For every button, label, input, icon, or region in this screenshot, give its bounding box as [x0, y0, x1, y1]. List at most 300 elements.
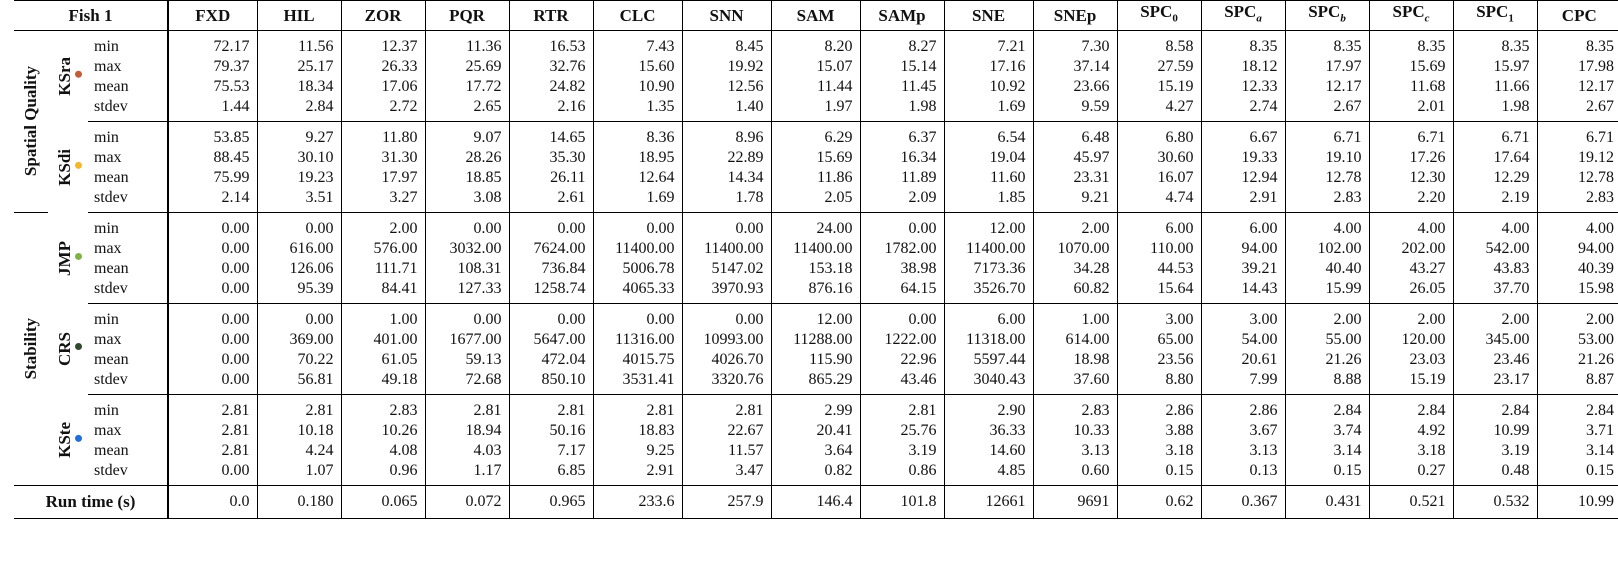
value-cell: 26.33 [341, 57, 425, 77]
value-cell: 49.18 [341, 370, 425, 395]
value-cell: 0.00 [168, 213, 257, 240]
table-row [14, 213, 1618, 240]
value-cell: 1.69 [944, 97, 1033, 122]
runtime-value-cell: 0.532 [1453, 486, 1537, 519]
value-cell: 614.00 [1033, 330, 1117, 350]
value-cell: 95.39 [257, 279, 341, 304]
metric-label-cell [48, 304, 88, 395]
value-cell: 1.00 [341, 304, 425, 331]
value-cell: 0.00 [257, 213, 341, 240]
value-cell: 2.84 [1369, 395, 1453, 422]
runtime-value-cell: 12661 [944, 486, 1033, 519]
value-cell: 26.11 [509, 168, 593, 188]
value-cell: 0.00 [682, 304, 771, 331]
value-cell: 3.13 [1033, 441, 1117, 461]
metric-name: JMP [54, 240, 74, 276]
value-cell: 12.37 [341, 31, 425, 58]
column-header [425, 1, 509, 31]
value-cell: 56.81 [257, 370, 341, 395]
column-header-base: SPC [1140, 2, 1173, 22]
value-cell: 2.00 [1369, 304, 1453, 331]
value-cell: 2.19 [1453, 188, 1537, 213]
value-cell: 369.00 [257, 330, 341, 350]
value-cell: 0.15 [1285, 461, 1369, 486]
value-cell: 37.60 [1033, 370, 1117, 395]
metric-label-cell [48, 122, 88, 213]
value-cell: 2.72 [341, 97, 425, 122]
value-cell: 1.98 [1453, 97, 1537, 122]
value-cell: 3.13 [1201, 441, 1285, 461]
stat-label: max [94, 149, 122, 166]
value-cell: 15.14 [860, 57, 944, 77]
value-cell: 12.94 [1201, 168, 1285, 188]
column-header [771, 1, 860, 31]
value-cell: 6.71 [1453, 122, 1537, 149]
runtime-value-cell: 0.072 [425, 486, 509, 519]
value-cell: 2.00 [1033, 213, 1117, 240]
value-cell: 18.83 [593, 421, 682, 441]
value-cell: 8.96 [682, 122, 771, 149]
value-cell: 36.33 [944, 421, 1033, 441]
table-row [14, 31, 1618, 58]
table-row [14, 370, 1618, 395]
value-cell: 22.96 [860, 350, 944, 370]
value-cell: 876.16 [771, 279, 860, 304]
value-cell: 0.00 [168, 304, 257, 331]
value-cell: 3.18 [1117, 441, 1201, 461]
value-cell: 2.09 [860, 188, 944, 213]
value-cell: 11.45 [860, 77, 944, 97]
value-cell: 20.41 [771, 421, 860, 441]
value-cell: 11.66 [1453, 77, 1537, 97]
column-header [341, 1, 425, 31]
value-cell: 9.21 [1033, 188, 1117, 213]
table-row [14, 330, 1618, 350]
value-cell: 0.15 [1537, 461, 1618, 486]
value-cell: 2.00 [1285, 304, 1369, 331]
value-cell: 53.85 [168, 122, 257, 149]
value-cell: 3526.70 [944, 279, 1033, 304]
runtime-value-cell: 0.965 [509, 486, 593, 519]
value-cell: 3040.43 [944, 370, 1033, 395]
value-cell: 21.26 [1285, 350, 1369, 370]
column-header-subscript: c [1424, 12, 1430, 25]
value-cell: 576.00 [341, 239, 425, 259]
value-cell: 3.14 [1537, 441, 1618, 461]
value-cell: 8.20 [771, 31, 860, 58]
value-cell: 0.00 [593, 213, 682, 240]
value-cell: 8.35 [1285, 31, 1369, 58]
value-cell: 2.91 [1201, 188, 1285, 213]
runtime-value-cell: 0.62 [1117, 486, 1201, 519]
value-cell: 3.08 [425, 188, 509, 213]
value-cell: 88.45 [168, 148, 257, 168]
value-cell: 8.87 [1537, 370, 1618, 395]
value-cell: 3.18 [1369, 441, 1453, 461]
value-cell: 12.00 [771, 304, 860, 331]
results-table-container [14, 0, 1615, 574]
column-header-subscript: 1 [1508, 12, 1514, 25]
value-cell: 9.07 [425, 122, 509, 149]
runtime-value-cell: 0.367 [1201, 486, 1285, 519]
column-header-base: SPC [1392, 2, 1425, 22]
value-cell: 9.27 [257, 122, 341, 149]
value-cell: 0.82 [771, 461, 860, 486]
value-cell: 2.84 [1537, 395, 1618, 422]
value-cell: 19.12 [1537, 148, 1618, 168]
value-cell: 23.66 [1033, 77, 1117, 97]
value-cell: 7.99 [1201, 370, 1285, 395]
value-cell: 15.99 [1285, 279, 1369, 304]
value-cell: 12.30 [1369, 168, 1453, 188]
column-header-base: SAM [796, 5, 835, 25]
column-header-subscript: 0 [1172, 12, 1178, 25]
stat-label: max [94, 240, 122, 257]
value-cell: 3.00 [1117, 304, 1201, 331]
column-header-base: SNE [971, 5, 1006, 25]
value-cell: 10993.00 [682, 330, 771, 350]
value-cell: 11318.00 [944, 330, 1033, 350]
metric-label [55, 57, 82, 96]
value-cell: 17.16 [944, 57, 1033, 77]
value-cell: 22.67 [682, 421, 771, 441]
column-header-base: CLC [619, 5, 656, 25]
table-row [14, 97, 1618, 122]
value-cell: 2.67 [1285, 97, 1369, 122]
value-cell: 65.00 [1117, 330, 1201, 350]
stat-label: mean [94, 169, 129, 186]
value-cell: 1.00 [1033, 304, 1117, 331]
value-cell: 8.35 [1369, 31, 1453, 58]
value-cell: 11.44 [771, 77, 860, 97]
value-cell: 2.00 [1537, 304, 1618, 331]
value-cell: 55.00 [1285, 330, 1369, 350]
value-cell: 0.27 [1369, 461, 1453, 486]
value-cell: 153.18 [771, 259, 860, 279]
value-cell: 12.33 [1201, 77, 1285, 97]
value-cell: 2.84 [1285, 395, 1369, 422]
value-cell: 2.84 [1453, 395, 1537, 422]
value-cell: 2.83 [1285, 188, 1369, 213]
value-cell: 19.33 [1201, 148, 1285, 168]
value-cell: 45.97 [1033, 148, 1117, 168]
stat-label: max [94, 331, 122, 348]
group-label: Stability [21, 318, 40, 380]
value-cell: 2.99 [771, 395, 860, 422]
runtime-label: Run time (s) [14, 486, 168, 519]
value-cell: 1070.00 [1033, 239, 1117, 259]
value-cell: 94.00 [1537, 239, 1618, 259]
value-cell: 1677.00 [425, 330, 509, 350]
value-cell: 2.00 [1453, 304, 1537, 331]
metric-color-dot-icon [75, 162, 82, 169]
value-cell: 43.83 [1453, 259, 1537, 279]
value-cell: 2.81 [257, 395, 341, 422]
value-cell: 35.30 [509, 148, 593, 168]
value-cell: 3.00 [1201, 304, 1285, 331]
value-cell: 0.48 [1453, 461, 1537, 486]
value-cell: 8.45 [682, 31, 771, 58]
value-cell: 2.83 [1537, 188, 1618, 213]
header-row [14, 1, 1618, 31]
value-cell: 2.91 [593, 461, 682, 486]
value-cell: 0.00 [168, 330, 257, 350]
metric-label [55, 241, 82, 276]
value-cell: 6.00 [1201, 213, 1285, 240]
value-cell: 865.29 [771, 370, 860, 395]
value-cell: 2.20 [1369, 188, 1453, 213]
column-header [860, 1, 944, 31]
value-cell: 6.00 [944, 304, 1033, 331]
value-cell: 15.60 [593, 57, 682, 77]
value-cell: 43.46 [860, 370, 944, 395]
value-cell: 19.04 [944, 148, 1033, 168]
value-cell: 127.33 [425, 279, 509, 304]
value-cell: 3320.76 [682, 370, 771, 395]
column-header [1201, 1, 1285, 31]
value-cell: 6.71 [1285, 122, 1369, 149]
value-cell: 102.00 [1285, 239, 1369, 259]
value-cell: 2.81 [682, 395, 771, 422]
table-row [14, 421, 1618, 441]
value-cell: 2.90 [944, 395, 1033, 422]
column-header [1117, 1, 1201, 31]
column-header [1369, 1, 1453, 31]
column-header [509, 1, 593, 31]
value-cell: 6.85 [509, 461, 593, 486]
value-cell: 18.95 [593, 148, 682, 168]
runtime-value-cell: 257.9 [682, 486, 771, 519]
value-cell: 345.00 [1453, 330, 1537, 350]
value-cell: 2.84 [257, 97, 341, 122]
value-cell: 2.83 [1033, 395, 1117, 422]
value-cell: 1.35 [593, 97, 682, 122]
value-cell: 1222.00 [860, 330, 944, 350]
value-cell: 19.92 [682, 57, 771, 77]
value-cell: 1.97 [771, 97, 860, 122]
value-cell: 40.39 [1537, 259, 1618, 279]
stat-label: stdev [88, 370, 168, 395]
value-cell: 37.70 [1453, 279, 1537, 304]
value-cell: 1.17 [425, 461, 509, 486]
value-cell: 11.86 [771, 168, 860, 188]
metric-label-cell [48, 213, 88, 304]
column-header-base: ZOR [364, 5, 402, 25]
value-cell: 11.80 [341, 122, 425, 149]
runtime-value-cell: 233.6 [593, 486, 682, 519]
metric-name: KSdi [54, 148, 74, 186]
value-cell: 6.00 [1117, 213, 1201, 240]
value-cell: 3.14 [1285, 441, 1369, 461]
column-header [1453, 1, 1537, 31]
value-cell: 1.40 [682, 97, 771, 122]
value-cell: 20.61 [1201, 350, 1285, 370]
value-cell: 1.07 [257, 461, 341, 486]
column-header-base: SNEp [1053, 5, 1097, 25]
value-cell: 4.03 [425, 441, 509, 461]
value-cell: 0.00 [257, 304, 341, 331]
column-header-base: SPC [1224, 2, 1257, 22]
column-header [1285, 1, 1369, 31]
value-cell: 4.00 [1285, 213, 1369, 240]
value-cell: 7.43 [593, 31, 682, 58]
value-cell: 53.00 [1537, 330, 1618, 350]
value-cell: 15.98 [1537, 279, 1618, 304]
value-cell: 0.00 [682, 213, 771, 240]
column-header-base: SPC [1308, 2, 1341, 22]
value-cell: 3.64 [771, 441, 860, 461]
value-cell: 25.17 [257, 57, 341, 77]
value-cell: 0.00 [168, 259, 257, 279]
value-cell: 21.26 [1537, 350, 1618, 370]
value-cell: 17.64 [1453, 148, 1537, 168]
metric-label [55, 332, 82, 366]
value-cell: 0.00 [168, 239, 257, 259]
value-cell: 0.00 [509, 304, 593, 331]
metric-name: KSra [54, 56, 74, 96]
value-cell: 6.37 [860, 122, 944, 149]
value-cell: 1.44 [168, 97, 257, 122]
value-cell: 23.46 [1453, 350, 1537, 370]
column-header-base: FXD [195, 5, 231, 25]
value-cell: 4015.75 [593, 350, 682, 370]
value-cell: 12.78 [1285, 168, 1369, 188]
metric-name: KSte [54, 421, 74, 458]
value-cell: 2.86 [1201, 395, 1285, 422]
stat-label: min [94, 220, 119, 237]
runtime-value-cell: 10.99 [1537, 486, 1618, 519]
value-cell: 14.43 [1201, 279, 1285, 304]
column-header-base: PQR [449, 5, 485, 25]
metric-color-dot-icon [75, 344, 82, 351]
value-cell: 5006.78 [593, 259, 682, 279]
value-cell: 18.34 [257, 77, 341, 97]
value-cell: 0.00 [860, 304, 944, 331]
value-cell: 18.85 [425, 168, 509, 188]
value-cell: 2.86 [1117, 395, 1201, 422]
value-cell: 9.25 [593, 441, 682, 461]
table-row [14, 239, 1618, 259]
value-cell: 4.92 [1369, 421, 1453, 441]
value-cell: 0.00 [168, 279, 257, 304]
value-cell: 23.31 [1033, 168, 1117, 188]
value-cell: 3.74 [1285, 421, 1369, 441]
column-header-base: SAMp [878, 5, 926, 25]
column-header [1537, 1, 1618, 31]
stat-label: mean [94, 78, 129, 95]
table-row [14, 395, 1618, 422]
value-cell: 8.80 [1117, 370, 1201, 395]
value-cell: 8.88 [1285, 370, 1369, 395]
value-cell: 14.34 [682, 168, 771, 188]
value-cell: 7173.36 [944, 259, 1033, 279]
stat-label: min [94, 129, 119, 146]
value-cell: 30.10 [257, 148, 341, 168]
value-cell: 32.76 [509, 57, 593, 77]
value-cell: 7.21 [944, 31, 1033, 58]
value-cell: 2.81 [860, 395, 944, 422]
value-cell: 1258.74 [509, 279, 593, 304]
value-cell: 2.00 [341, 213, 425, 240]
value-cell: 2.81 [593, 395, 682, 422]
value-cell: 0.60 [1033, 461, 1117, 486]
value-cell: 3032.00 [425, 239, 509, 259]
value-cell: 2.81 [168, 421, 257, 441]
value-cell: 6.29 [771, 122, 860, 149]
value-cell: 16.07 [1117, 168, 1201, 188]
value-cell: 4065.33 [593, 279, 682, 304]
column-header [944, 1, 1033, 31]
value-cell: 15.69 [771, 148, 860, 168]
value-cell: 15.64 [1117, 279, 1201, 304]
value-cell: 18.94 [425, 421, 509, 441]
value-cell: 0.86 [860, 461, 944, 486]
value-cell: 11.68 [1369, 77, 1453, 97]
value-cell: 11.36 [425, 31, 509, 58]
value-cell: 2.61 [509, 188, 593, 213]
value-cell: 12.00 [944, 213, 1033, 240]
column-header [168, 1, 257, 31]
value-cell: 11400.00 [682, 239, 771, 259]
value-cell: 18.98 [1033, 350, 1117, 370]
value-cell: 15.97 [1453, 57, 1537, 77]
value-cell: 10.99 [1453, 421, 1537, 441]
column-header [1033, 1, 1117, 31]
runtime-value-cell: 0.521 [1369, 486, 1453, 519]
value-cell: 72.17 [168, 31, 257, 58]
value-cell: 0.00 [509, 213, 593, 240]
value-cell: 15.19 [1117, 77, 1201, 97]
value-cell: 12.78 [1537, 168, 1618, 188]
value-cell: 23.56 [1117, 350, 1201, 370]
column-header-base: CPC [1561, 5, 1597, 25]
value-cell: 8.27 [860, 31, 944, 58]
value-cell: 11400.00 [771, 239, 860, 259]
value-cell: 31.30 [341, 148, 425, 168]
table-row [14, 122, 1618, 149]
column-header [682, 1, 771, 31]
value-cell: 2.16 [509, 97, 593, 122]
table-row [14, 77, 1618, 97]
column-header-subscript: b [1340, 12, 1346, 25]
value-cell: 38.98 [860, 259, 944, 279]
value-cell: 0.96 [341, 461, 425, 486]
value-cell: 12.64 [593, 168, 682, 188]
value-cell: 75.99 [168, 168, 257, 188]
runtime-value-cell: 0.0 [168, 486, 257, 519]
value-cell: 6.71 [1537, 122, 1618, 149]
value-cell: 10.18 [257, 421, 341, 441]
value-cell: 15.19 [1369, 370, 1453, 395]
value-cell: 17.98 [1537, 57, 1618, 77]
value-cell: 4.24 [257, 441, 341, 461]
value-cell: 126.06 [257, 259, 341, 279]
value-cell: 16.34 [860, 148, 944, 168]
value-cell: 1782.00 [860, 239, 944, 259]
value-cell: 11.60 [944, 168, 1033, 188]
value-cell: 9.59 [1033, 97, 1117, 122]
runtime-value-cell: 9691 [1033, 486, 1117, 519]
value-cell: 11400.00 [944, 239, 1033, 259]
column-header-base: HIL [283, 5, 315, 25]
column-header-subscript: a [1256, 12, 1262, 25]
stat-label: min [94, 402, 119, 419]
value-cell: 6.71 [1369, 122, 1453, 149]
value-cell: 4.08 [341, 441, 425, 461]
value-cell: 0.00 [860, 213, 944, 240]
value-cell: 10.92 [944, 77, 1033, 97]
value-cell: 2.67 [1537, 97, 1618, 122]
